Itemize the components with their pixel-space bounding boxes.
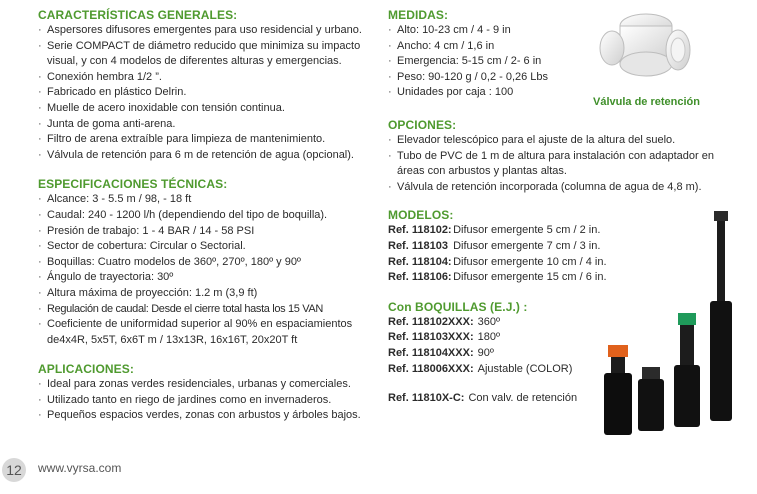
list-item: · Alto: 10-23 cm / 4 - 9 in — [388, 23, 728, 39]
apps-list — [38, 377, 368, 424]
options-list — [388, 133, 728, 195]
model-desc: Difusor emergente 7 cm / 3 in. — [453, 239, 601, 252]
list-item: · Peso: 90-120 g / 0,2 - 0,26 Lbs — [388, 70, 728, 86]
list-item: · Válvula de retención para 6 m de retención de agua (opcional). — [38, 148, 368, 164]
models-title: MODELOS: — [388, 208, 454, 223]
measures-title: MEDIDAS: — [388, 8, 449, 22]
nozzle-desc: Ajustable (COLOR) — [477, 362, 573, 375]
list-item: · Alcance: 3 - 5.5 m / 98, - 18 ft — [38, 192, 368, 208]
list-item: · Emergencia: 5-15 cm / 2- 6 in — [388, 54, 728, 70]
green-nozzle — [678, 313, 696, 325]
nozzle-ref: Ref. 118006XXX: — [388, 362, 474, 375]
list-item: · Caudal: 240 - 1200 l/h (dependiendo del tipo de boquilla). — [38, 208, 368, 224]
list-item: · Fabricado en plástico Delrin. — [38, 85, 368, 101]
list-item: · Elevador telescópico para el ajuste de la altura del suelo. — [388, 133, 728, 149]
page-number: 12 — [2, 458, 26, 482]
list-item: · Conexión hembra 1/2 ”. — [38, 70, 368, 86]
apps-title: APLICACIONES: — [38, 362, 134, 377]
model-ref: Ref. 118103 — [388, 239, 448, 252]
list-item: · Sector de cobertura: Circular o Sectorial. — [38, 239, 368, 255]
list-item: · Serie COMPACT de diámetro reducido que minimiza su impacto visual, y con 4 modelos de diferentes alturas y emergencias. — [38, 39, 368, 70]
sprinkler-cap — [714, 211, 728, 221]
list-item: · Muelle de acero inoxidable con tensión continua. — [38, 101, 368, 117]
left-column — [38, 0, 368, 424]
nozzle-ref: Ref. 11810X-C: — [388, 392, 465, 405]
list-item: · Válvula de retención incorporada (columna de agua de 4,8 m). — [388, 180, 728, 196]
list-item: · Tubo de PVC de 1 m de altura para instalación con adaptador en áreas con arbustos y plantas altas. — [388, 149, 722, 180]
nozzle-desc: 360º — [477, 315, 500, 328]
list-item: · Presión de trabajo: 1 - 4 BAR / 14 - 58 PSI — [38, 224, 368, 240]
nozzle-desc: Con valv. de retención — [468, 392, 578, 405]
list-item: · Regulación de caudal: Desde el cierre total hasta los 15 VAN — [38, 302, 368, 318]
list-item: · Ancho: 4 cm / 1,6 in — [388, 39, 728, 55]
model-ref: Ref. 118104: — [388, 255, 452, 268]
list-item: · Junta de goma anti-arena. — [38, 117, 368, 133]
list-item: · Ideal para zonas verdes residenciales, urbanas y comerciales. — [38, 377, 368, 393]
specs-title: ESPECIFICACIONES TÉCNICAS: — [38, 177, 228, 192]
nozzles-title: Con BOQUILLAS (E.J.) : — [388, 299, 528, 314]
model-desc: Difusor emergente 5 cm / 2 in. — [453, 224, 601, 237]
nozzle-ref: Ref. 118103XXX: — [388, 331, 474, 344]
options-title: OPCIONES: — [388, 117, 457, 132]
list-item: · Ángulo de trayectoria: 30º — [38, 270, 368, 286]
model-desc: Difusor emergente 15 cm / 6 in. — [453, 271, 607, 284]
list-item: · Filtro de arena extraíble para limpieza de mantenimiento. — [38, 132, 368, 148]
specs-list — [38, 192, 368, 348]
orange-nozzle — [608, 345, 628, 357]
model-desc: Difusor emergente 10 cm / 4 in. — [453, 255, 607, 268]
list-item: · Utilizado tanto en riego de jardines como en invernaderos. — [38, 393, 368, 409]
website-link[interactable]: www.vyrsa.com — [38, 461, 122, 475]
nozzle-desc: 90º — [477, 346, 494, 359]
check-valve-image — [594, 8, 694, 96]
nozzle-ref: Ref. 118104XXX: — [388, 346, 474, 359]
list-item: · Pequeños espacios verdes, zonas con arbustos y árboles bajos. — [38, 408, 368, 424]
general-title: CARACTERÍSTICAS GENERALES: — [38, 8, 238, 22]
list-item: · Altura máxima de proyección: 1.2 m (3,9 ft) — [38, 286, 368, 302]
nozzle-ref: Ref. 118102XXX: — [388, 315, 474, 328]
list-item: · Aspersores difusores emergentes para uso residencial y urbano. — [38, 23, 368, 39]
model-ref: Ref. 118102: — [388, 224, 452, 237]
general-list — [38, 23, 368, 163]
nozzle-desc: 180º — [477, 331, 500, 344]
list-item: · Boquillas: Cuatro modelos de 360º, 270º, 180º y 90º — [38, 255, 368, 271]
valve-caption: Válvula de retención — [593, 96, 700, 108]
model-ref: Ref. 118106: — [388, 271, 452, 284]
list-item: · Coeficiente de uniformidad superior al 90% en espaciamientos de4x4R, 5x5T, 6x6T m / 13x13R, 16x16T, 20x20T ft — [38, 317, 368, 348]
sprinklers-image — [580, 205, 750, 435]
list-item: · Unidades por caja : 100 — [388, 85, 728, 101]
